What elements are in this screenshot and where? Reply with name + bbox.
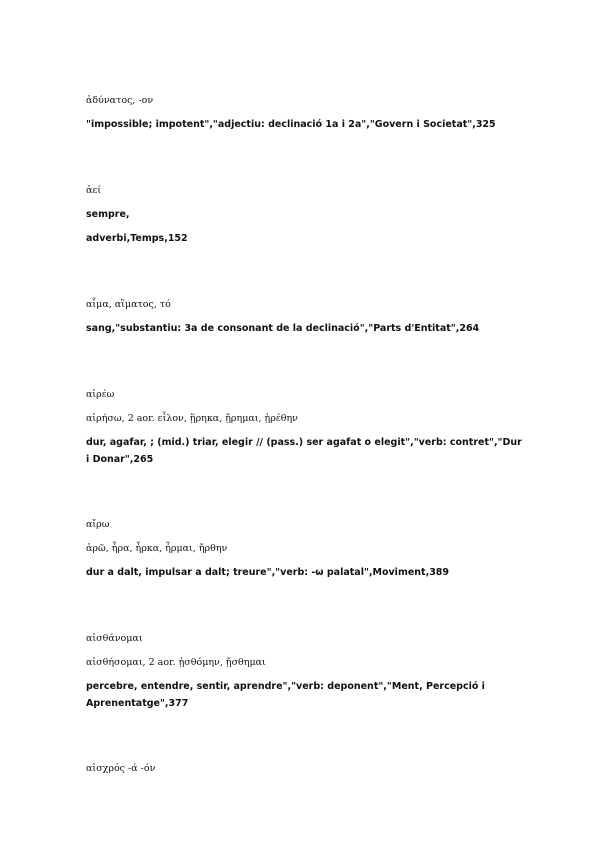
entry-headword: αἱρέω — [86, 389, 115, 400]
entry-principal-parts: αἰσθήσομαι, 2 aor. ᾐσθόμην, ᾔσθημαι — [86, 657, 266, 668]
entry-principal-parts: αἱρήσω, 2 aor. εἷλον, ᾕρηκα, ᾕρημαι, ᾑρέθην — [86, 413, 298, 424]
entry-headword: ἀδύνατος, -ον — [86, 95, 154, 106]
entry-principal-parts: ἀρῶ, ἦρα, ἦρκα, ἦρμαι, ἤρθην — [86, 543, 228, 554]
entry-headword: αἰσχρός -ά -όν — [86, 763, 156, 774]
entry-definition: sang,"substantiu: 3a de consonant de la declinació","Parts d'Entitat",264 — [86, 323, 480, 334]
entry-definition: sempre, — [86, 209, 130, 220]
entry-definition: dur a dalt, impulsar a dalt; treure","verb: -ω palatal",Moviment,389 — [86, 567, 450, 578]
entry-definition: percebre, entendre, sentir, aprendre","verb: deponent","Ment, Percepció i Aprenentatge",377 — [86, 681, 485, 709]
entry-headword: ἀεί — [86, 185, 102, 196]
entry-headword: αἴρω — [86, 519, 110, 530]
entry-headword: αἷμα, αἵματος, τό — [86, 299, 171, 310]
entry-headword: αἰσθάνομαι — [86, 633, 143, 644]
entry-category: adverbi,Temps,152 — [86, 233, 188, 244]
entry-definition: "impossible; impotent","adjectiu: declinació 1a i 2a","Govern i Societat",325 — [86, 119, 496, 130]
entry-definition: dur, agafar, ; (mid.) triar, elegir // (pass.) ser agafat o elegit","verb: contret","Dur i Donar",265 — [86, 437, 522, 465]
